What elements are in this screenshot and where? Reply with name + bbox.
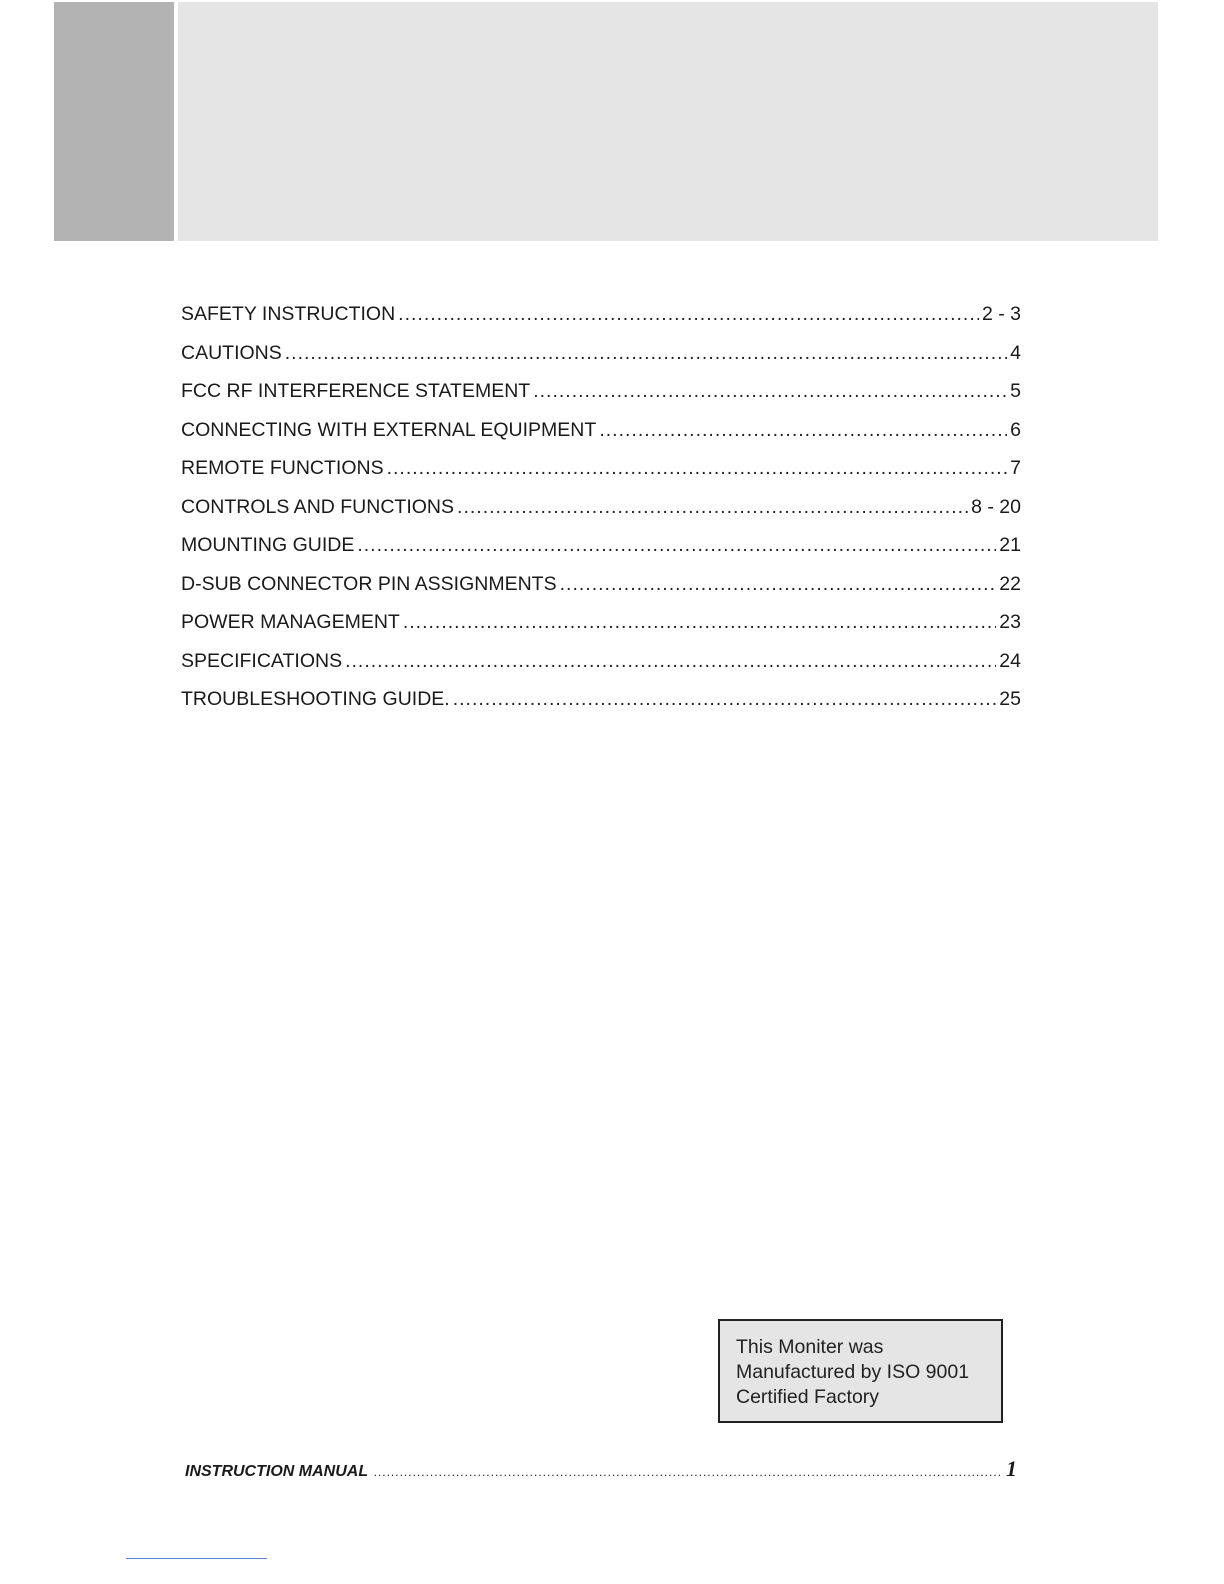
- toc-leader-dots: [398, 303, 979, 326]
- toc-entry-page: 6: [1010, 418, 1021, 441]
- footer-page-number: 1: [1006, 1456, 1017, 1481]
- toc-leader-dots: [560, 573, 997, 596]
- toc-entry-page: 5: [1010, 380, 1021, 402]
- toc-leader-dots: [457, 496, 968, 519]
- toc-entry-mounting-guide[interactable]: [181, 534, 1021, 573]
- toc-entry-remote-functions[interactable]: [181, 457, 1021, 496]
- page-footer: [185, 1456, 1017, 1482]
- toc-entry-controls[interactable]: [181, 496, 1021, 535]
- toc-entry-title: POWER MANAGEMENT: [181, 611, 400, 633]
- header-dark-block: [54, 2, 174, 241]
- toc-entry-title: FCC RF INTERFERENCE STATEMENT: [181, 380, 531, 402]
- notice-line: Manufactured by ISO 9001: [736, 1361, 970, 1383]
- toc-entry-title: SAFETY INSTRUCTION: [181, 303, 396, 325]
- toc-entry-fcc-statement[interactable]: [181, 380, 1021, 419]
- toc-entry-page: 24: [999, 649, 1021, 672]
- toc-entry-safety-instruction[interactable]: [181, 303, 1021, 342]
- notice-line: This Moniter was: [736, 1336, 884, 1358]
- toc-leader-dots: [453, 688, 997, 711]
- toc-entry-title: CONTROLS AND FUNCTIONS: [181, 495, 455, 518]
- toc-leader-dots: [345, 650, 996, 673]
- toc-leader-dots: [285, 342, 1007, 365]
- toc-entry-title: MOUNTING GUIDE: [181, 534, 355, 556]
- toc-leader-dots: [387, 457, 1008, 480]
- toc-leader-dots: [599, 419, 1007, 442]
- table-of-contents: [181, 303, 1021, 727]
- iso-certification-notice: [718, 1319, 1003, 1423]
- toc-entry-page: 2 - 3: [981, 303, 1021, 325]
- toc-leader-dots: [403, 611, 996, 634]
- notice-line: Certified Factory: [736, 1386, 880, 1408]
- footer-leader-dots: [374, 1465, 1000, 1479]
- toc-entry-title: D-SUB CONNECTOR PIN ASSIGNMENTS: [181, 572, 557, 595]
- toc-leader-dots: [357, 534, 996, 557]
- toc-entry-title: REMOTE FUNCTIONS: [181, 457, 384, 479]
- toc-entry-connecting[interactable]: [181, 419, 1021, 458]
- toc-leader-dots: [533, 380, 1007, 403]
- toc-entry-page: 22: [999, 572, 1021, 595]
- toc-entry-title: TROUBLESHOOTING GUIDE.: [181, 688, 450, 710]
- toc-entry-page: 23: [999, 611, 1021, 633]
- toc-entry-power-management[interactable]: [181, 611, 1021, 650]
- toc-entry-page: 25: [999, 688, 1021, 710]
- header-light-block: [178, 2, 1158, 241]
- toc-entry-page: 21: [999, 534, 1021, 556]
- toc-entry-cautions[interactable]: [181, 342, 1021, 381]
- footer-manual-label: INSTRUCTION MANUAL: [185, 1463, 369, 1480]
- bottom-divider: [126, 1558, 267, 1559]
- toc-entry-title: SPECIFICATIONS: [181, 649, 343, 672]
- toc-entry-page: 8 - 20: [971, 495, 1021, 518]
- toc-entry-title: CONNECTING WITH EXTERNAL EQUIPMENT: [181, 418, 597, 441]
- toc-entry-specifications[interactable]: [181, 650, 1021, 689]
- toc-entry-page: 4: [1010, 341, 1021, 364]
- toc-entry-troubleshooting[interactable]: [181, 688, 1021, 727]
- toc-entry-title: CAUTIONS: [181, 341, 282, 364]
- toc-entry-dsub-pins[interactable]: [181, 573, 1021, 612]
- toc-entry-page: 7: [1010, 457, 1021, 479]
